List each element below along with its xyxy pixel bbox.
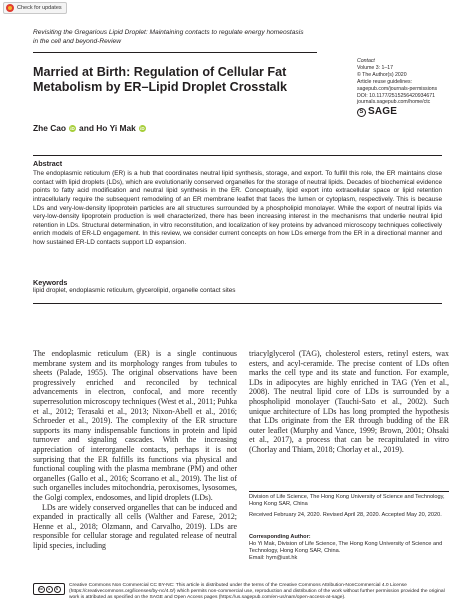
copyright: © The Author(s) 2020 xyxy=(357,71,407,78)
article-title: Married at Birth: Regulation of Cellular Fat Metabolism by ER–Lipid Droplet Crosstalk xyxy=(33,65,288,95)
series-title: Revisiting the Gregarious Lipid Droplet: Maintaining contacts to regulate energy homeostasis in the cell and beyond-Review xyxy=(33,29,304,45)
abstract-text: The endoplasmic reticulum (ER) is a hub that coordinates neutral lipid synthesis, storage, and export. To fulfill this role, the ER maintains close contact with lipid droplets (LDs), which are evolutionarily conserved organelles for the storage of neutral lipids. Decades of biochemical evidence points to fatty acid modification and neutral lipid synthesis in the ER. Conceptually, lipid export into extracellular space or lipid retention intracellularly require the subsequent remodeling of an ER membrane leaflet that faces the lumen or cytoplasm, respectively. This is because LDs and very-low-density lipoprotein particles are all structures surrounded by a phospholipid monolayer. While the export of neutral lipids via very-low-density lipoprotein production is well characterized, there has been increasing interest in the mechanisms that underlie neutral lipid retention in LDs. Structural determination, in vitro reconstitution, and localization of key proteins by advanced microscopy techniques collectively enrich models of ER-LD engagement. In this review, we consider current concepts on how LDs emerge from the ER in a directional manner and how sustained ER-LD contacts support LD expansion. xyxy=(33,170,442,246)
cc-icon: cc xyxy=(39,586,43,591)
body-paragraph: triacylglycerol (TAG), cholesterol esters, retinyl esters, wax esters, and acyl-ceramide. The precise content of LDs often marks the cell type and its state and function. For example, LDs in adipocytes are highly enriched in TAG (Yen et al., 2008). The neutral lipid core of LDs is surrounded by a phospholipid monolayer (Tauchi-Sato et al., 2002). Such unique architecture of LDs has long prompted the hypothesis that LDs originate from the ER through budding of the ER outer leaflet (Murphy and Vance, 1999; Brown, 2001; Ohsaki et al., 2017), a process that can be recapitulated in vitro (Chorlay and Thiam, 2018; Chorlay et al., 2019). xyxy=(249,349,449,454)
author-list xyxy=(33,123,146,133)
abstract-heading: Abstract xyxy=(33,159,63,168)
body-column-left xyxy=(33,349,237,550)
journal-meta xyxy=(357,58,469,117)
sage-logo-icon: S xyxy=(357,108,366,117)
keywords-text: lipid droplet, endoplasmic reticulum, glycerolipid, organelle contact sites xyxy=(33,287,236,294)
by-icon: ● xyxy=(46,586,53,593)
nc-icon: $ xyxy=(54,586,61,593)
keywords-heading: Keywords xyxy=(33,278,68,287)
publisher-logo xyxy=(357,108,469,117)
license-text: Creative Commons Non Commercial CC BY-NC: This article is distributed under the terms of the Creative Commons Attribution-NonCommercial 4.0 License (https://creativecommons.org/licenses/by-nc/4.0/) which permits non-commercial use, reproduction and distribution of the work without further permission provided the original work is attributed as specified on the SAGE and Open Access pages (https://us.sagepub.com/en-us/nam/open-access-at-sage). xyxy=(69,583,445,601)
doi[interactable]: DOI: 10.1177/2515256420934671 xyxy=(357,92,436,99)
abstract-divider xyxy=(33,155,442,156)
affiliation: Division of Life Science, The Hong Kong University of Science and Technology, Hong Kong SAR, China xyxy=(249,494,445,507)
received-dates: Received February 24, 2020. Revised April 28, 2020. Accepted May 20, 2020. xyxy=(249,512,442,518)
check-for-updates-badge[interactable] xyxy=(3,2,67,14)
check-updates-label: Check for updates xyxy=(17,5,62,11)
body-column-right xyxy=(249,349,449,455)
orcid-icon[interactable]: iD xyxy=(70,125,75,131)
corresponding-email[interactable]: Email: hym@ust.hk xyxy=(249,555,298,561)
body-paragraph: LDs are widely conserved organelles that can be induced and expanded in practically all cells (Walther and Farese, 2012; Henne et al., 2018; Olzmann, and Carvalho, 2019). LDs are responsible for cellular storage and regulated release of neutral lipid species, including xyxy=(33,502,237,550)
keywords-divider xyxy=(33,303,442,304)
series-divider xyxy=(33,52,317,53)
journal-url[interactable]: journals.sagepub.com/home/ctc xyxy=(357,99,431,106)
check-updates-icon xyxy=(6,4,14,12)
body-paragraph: The endoplasmic reticulum (ER) is a single continuous membrane system and its morphology ranges from tubules to sheets (Palade, 1955). The original observations have been progressively enriched and reconciled by technical advancements in electron, confocal, and more recently superresolution microscopy techniques (West et al., 2011; Puhka et al., 2012; Terasaki et al., 2013; Nixon-Abell et al., 2016; Schroeder et al., 2019). The complexity of the ER structure supports its many indispensable functions in protein and lipid turnover and signaling cascades. With the increasing appreciation of interorganelle contacts, perhaps it is not surprising that the ER fulfills its functions via physical and functional coupling with the plasma membrane (PM) and other organelles (Gallo et al., 2016; Scorrano et al., 2019). The list of such organelles includes mitochondria, peroxisomes, lysosomes, the Golgi complex, endosomes, and lipid droplets (LDs). xyxy=(33,349,237,502)
journal-name: Contact xyxy=(357,58,375,64)
author-name: and Ho Yi Mak xyxy=(79,123,136,133)
publisher-name: SAGE xyxy=(368,106,398,118)
journal-volume: Volume 3: 1–17 xyxy=(357,64,394,71)
corresponding-text: Ho Yi Mak, Division of Life Science, The Hong Kong University of Science and Technology, Hong Kong SAR, China. xyxy=(249,541,443,554)
reuse-url[interactable]: sagepub.com/journals-permissions xyxy=(357,85,438,92)
author-name: Zhe Cao xyxy=(33,123,67,133)
footnote-divider xyxy=(249,491,449,492)
orcid-icon[interactable]: iD xyxy=(140,125,145,131)
license-footer xyxy=(33,583,451,601)
cc-license-badge[interactable] xyxy=(33,583,65,595)
reuse-guidelines: Article reuse guidelines: xyxy=(357,78,413,85)
corresponding-author xyxy=(249,534,449,562)
corresponding-heading: Corresponding Author: xyxy=(249,534,311,540)
